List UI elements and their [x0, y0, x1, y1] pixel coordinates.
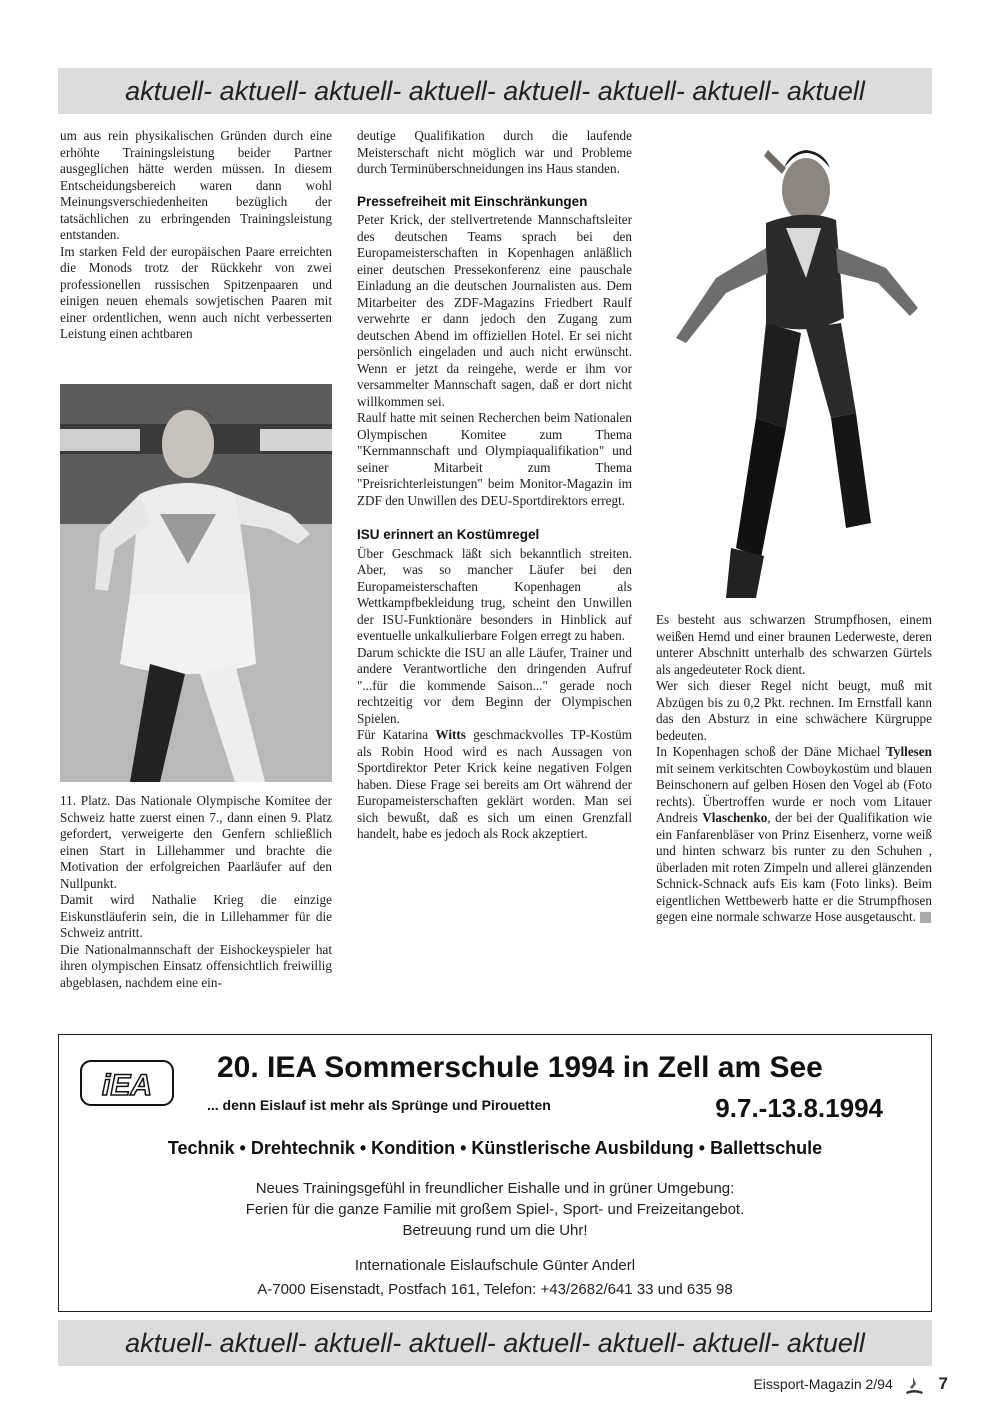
- ad-dates: 9.7.-13.8.1994: [715, 1093, 883, 1123]
- paragraph: Peter Krick, der stellvertretende Mannschaftsleiter des deutschen Teams sprach bei den Europameisterschaften in Kopenhagen anläßlich einer deutschen Pressekonferenz eine pauschale Einladung an die deutschen Journalisten aus. Dem Mitarbeiter des ZDF-Magazins Friedbert Raulf verwehrte er dann jedoch den Zugang zum deutschen Abend im offiziellen Hotel. Er sei nicht persönlich eingeladen und auch nicht erwünscht. Wenn er jetzt da reingehe, werde er ihm vor versammelter Mannschaft sagen, daß er dort nicht willkommen sei.: [357, 212, 632, 409]
- heading-pressefreiheit: Pressefreiheit mit Einschränkungen: [357, 193, 588, 209]
- ad-title: 20. IEA Sommerschule 1994 in Zell am See: [217, 1051, 823, 1084]
- skater-logo-icon: [903, 1374, 925, 1396]
- ad-subtitle: ... denn Eislauf ist mehr als Sprünge und Pirouetten: [207, 1097, 551, 1113]
- ad-description: Neues Trainingsgefühl in freundlicher Eishalle und in grüner Umgebung: Ferien für die ganze Familie mit großem Spiel-, Sport- und Freizeitangebot. Betreuung rund um die Uhr!: [245, 1180, 745, 1239]
- paragraph: deutige Qualifikation durch die laufende Meisterschaft nicht möglich war und Probleme durch Terminüberschneidungen ins Haus standen.: [357, 128, 632, 176]
- page-footer: [753, 1374, 948, 1396]
- heading-isu-kostuemregel: ISU erinnert an Kostümregel: [357, 527, 540, 542]
- paragraph: Wer sich dieser Regel nicht beugt, muß mit Abzügen bis zu 0,2 Pkt. rechnen. Im Ernstfall kann das den Absturz in eine schwächere Kürgruppe bedeuten.: [656, 678, 932, 743]
- ad-topics: Technik • Drehtechnik • Kondition • Künstlerische Ausbildung • Ballettschule: [167, 1138, 823, 1158]
- iea-advertisement: [58, 1034, 932, 1312]
- paragraph: Über Geschmack läßt sich bekanntlich streiten. Aber, was so mancher Läufer bei den Europameisterschaften Kopenhagen als Wettkampfbekleidung trug, scheint den Unwillen der ISU-Funktionäre besonders in Hinblick auf eventuelle unkalkulierbare Folgen erregt zu haben.: [357, 545, 632, 643]
- magazine-name: Eissport-Magazin 2/94: [753, 1376, 893, 1392]
- iea-logo: [79, 1057, 175, 1109]
- photo-skater-tyllesen: [656, 128, 932, 604]
- paragraph: Im starken Feld der europäischen Paare erreichten die Monods trotz der Rückkehr von zwei professionellen russischen Spitzenpaaren und einigen neuen ehemals sowjetischen Paaren mit einer ordentlichen, wenn auch nicht verbesserten Leistung einen achtbaren: [60, 243, 332, 341]
- bottom-banner: aktuell- aktuell- aktuell- aktuell- aktuell- aktuell- aktuell- aktuell: [58, 1320, 932, 1366]
- paragraph: Es besteht aus schwarzen Strumpfhosen, einem weißen Hemd und einer braunen Lederweste, deren unterer Abschnitt unterhalb des schwarzen Gürtels als angedeuteter Rock dient.: [656, 612, 932, 677]
- top-banner: aktuell- aktuell- aktuell- aktuell- aktuell- aktuell- aktuell- aktuell: [58, 68, 932, 114]
- paragraph: 11. Platz. Das Nationale Olympische Komitee der Schweiz hatte zuerst einen 7., dann einen 9. Platz gefordert, verweigerte den Genfern schließlich einen Start in Lillehammer und brachte die Motivation der erfolgreichen Paarläufer auf den Nullpunkt.: [60, 793, 332, 891]
- paragraph: In Kopenhagen schoß der Däne Michael Tyllesen mit seinem verkitschten Cowboykostüm und blauen Beinschonern auf gelben Hosen den Vogel ab (Foto rechts). Übertroffen wurde er noch vom Litauer Andreis Vlaschenko, der bei der Qualifikation wie ein Fanfarenbläser von Prinz Eisenherz, vorne weiß und hinten schwarz bis runter zu den Schuhen , überladen mit roten Zimpeln und allerei glänzenden Schnick-Schnack aufs Eis kam (Foto links). Beim eigentlichen Wettbewerb hatte er die Strumpfhosen gegen eine normale schwarze Hose ausgetauscht.: [656, 744, 932, 924]
- ad-contact: Internationale Eislaufschule Günter Anderl A-7000 Eisenstadt, Postfach 161, Telefon: +43/2682/641 33 und 635 98: [257, 1257, 733, 1298]
- paragraph: Die Nationalmannschaft der Eishockeyspieler hat ihren olympischen Einsatz offensichtlich freiwillig abgeblasen, nachdem eine ein-: [60, 941, 332, 990]
- column-1-top: [60, 128, 332, 343]
- svg-text:iEA: iEA: [101, 1069, 153, 1102]
- page-number: 7: [938, 1374, 948, 1393]
- paragraph: Raulf hatte mit seinen Recherchen beim Nationalen Olympischen Komitee zum Thema "Kernmannschaft und Olympiaqualifikation" und seiner Mitarbeit zum Thema "Preisrichterleistungen" beim Monitor-Magazin im ZDF den Unwillen des DEU-Sportdirektors erregt.: [357, 410, 632, 508]
- end-of-article-square: [920, 912, 931, 923]
- column-2: [357, 128, 632, 843]
- paragraph: Damit wird Nathalie Krieg die einzige Eiskunstläuferin sein, die in Lillehammer für die Schweiz antritt.: [60, 892, 332, 940]
- column-3: [656, 612, 932, 926]
- photo-skater-vlaschenko: [60, 384, 332, 782]
- paragraph: Darum schickte die ISU an alle Läufer, Trainer und andere Verantwortliche den dringenden Aufruf "...für die kommende Saison..." gerade noch rechtzeitig vor dem Beginn der Olympischen Spielen.: [357, 644, 632, 726]
- paragraph: um aus rein physikalischen Gründen durch eine erhöhte Trainingsleistung beider Partner ausgeglichen hätte werden müssen. In diesem Entscheidungsbereich waren dann wohl Meinungsverschiedenheiten bezüglich der tatsächlichen zu erbringenden Trainingsleistung entstanden.: [60, 128, 332, 242]
- paragraph: Für Katarina Witts geschmackvolles TP-Kostüm als Robin Hood wird es nach Aussagen von Sportdirektor Peter Krick keine negativen Folgen haben. Diese Frage sei bereits am Ort während der Europameisterschaften geklärt worden. Man sei sich bewußt, daß es sich um einen Grenzfall handelt, habe es jedoch als Rock akzeptiert.: [357, 727, 632, 841]
- column-1-bottom: [60, 793, 332, 991]
